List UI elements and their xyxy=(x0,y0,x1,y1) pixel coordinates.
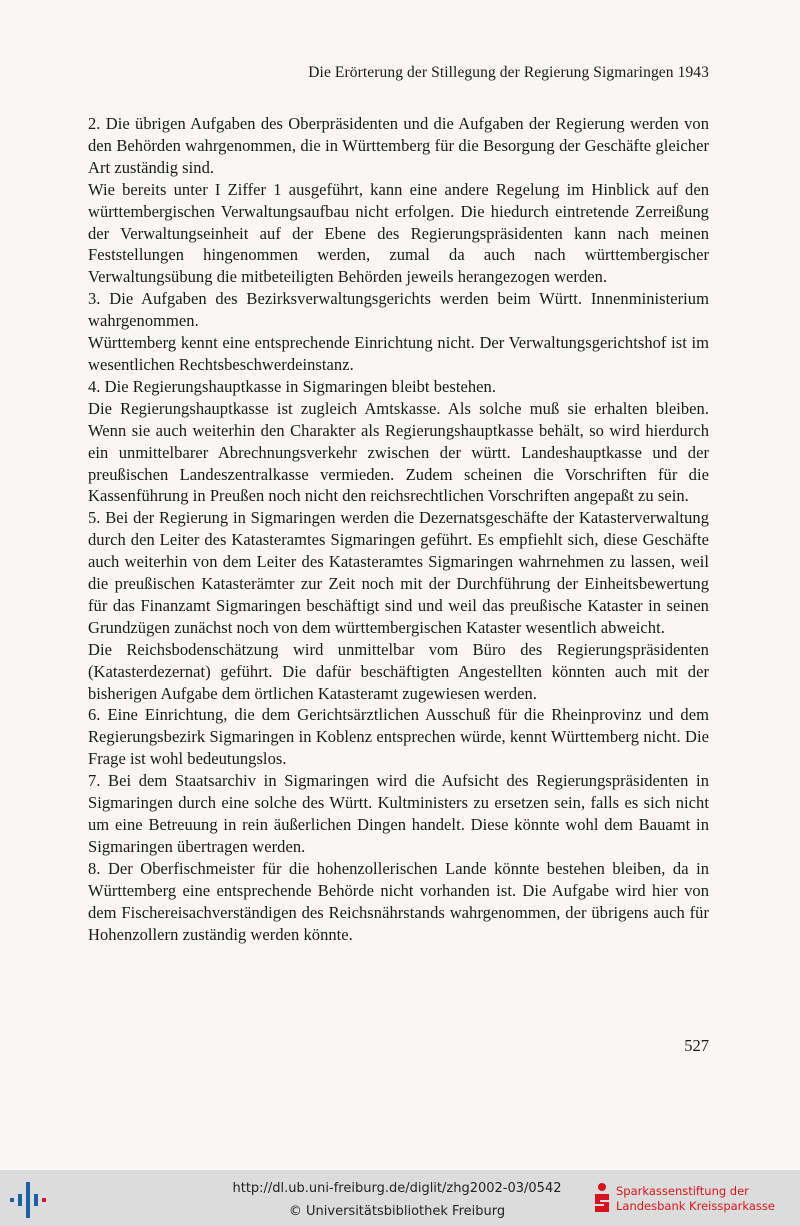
paragraph: Die Reichsbodenschätzung wird unmittelbar vom Büro des Regierungspräsidenten (Katasterdezernat) geführt. Die dafür beschäftigten Angestellten könnten auch mit der bisherigen Aufgabe dem örtlichen Katasteramt zugewiesen werden. xyxy=(88,639,709,703)
paragraph: 6. Eine Einrichtung, die dem Gerichtsärztlichen Ausschuß für die Rheinprovinz und dem Regierungsbezirk Sigmaringen in Koblenz entsprechen würde, kennt Württemberg nicht. Die Frage ist wohl bedeutungslos. xyxy=(88,705,709,769)
paragraph: Wie bereits unter I Ziffer 1 ausgeführt, kann eine andere Regelung im Hinblick auf den württembergischen Verwaltungsaufbau nicht erfolgen. Die hiedurch eintretende Zerreißung der Verwaltungseinheit auf der Ebene des Regierungspräsidenten kann nach meinen Feststellungen hingenommen werden, zumal da auch nach württembergischer Verwaltungsübung die mitbeteiligten Behörden jeweils herangezogen werden. xyxy=(88,179,709,287)
sponsor-block[interactable] xyxy=(592,1178,797,1220)
page-number: 527 xyxy=(684,1036,709,1055)
sponsor-name xyxy=(616,1184,775,1214)
sponsor-line-2: Landesbank Kreissparkasse xyxy=(616,1199,775,1213)
paragraph: 8. Der Oberfischmeister für die hohenzollerischen Lande könnte bestehen bleiben, da in Württemberg eine entsprechende Behörde nicht vorhanden ist. Die Aufgabe wird hier von dem Fischereisachverständigen des Reichsnährstands wahrgenommen, der übrigens auch für Hohenzollern zuständig werden könnte. xyxy=(88,858,709,944)
footer-bar xyxy=(0,1170,800,1226)
body-text xyxy=(88,113,709,945)
paragraph: 4. Die Regierungshauptkasse in Sigmaringen bleibt bestehen. xyxy=(88,376,497,396)
paragraph: Die Regierungshauptkasse ist zugleich Amtskasse. Als solche muß sie erhalten bleiben. Wenn sie auch weiterhin den Charakter als Regierungshauptkasse behält, so wird hierdurch ein unmittelbarer Abrechnungsverkehr zwischen der württ. Landeshauptkasse und der preußischen Landeszentralkasse vermieden. Zudem scheinen die Vorschriften für die Kassenführung in Preußen noch nicht den reichsrechtlichen Vorschriften angepaßt zu sein. xyxy=(88,398,709,506)
running-head: Die Erörterung der Stillegung der Regierung Sigmaringen 1943 xyxy=(308,64,709,81)
paragraph: Württemberg kennt eine entsprechende Einrichtung nicht. Der Verwaltungsgerichtshof ist im wesentlichen Rechtsbeschwerdeinstanz. xyxy=(88,333,709,374)
paragraph: 3. Die Aufgaben des Bezirksverwaltungsgerichts werden beim Württ. Innenministerium wahrgenommen. xyxy=(88,289,709,331)
paragraph: 2. Die übrigen Aufgaben des Oberpräsidenten und die Aufgaben der Regierung werden von den Behörden wahrgenommen, die in Württemberg für die Besorgung der Geschäfte gleicher Art zuständig sind. xyxy=(88,114,709,177)
sponsor-line-1: Sparkassenstiftung der xyxy=(616,1184,749,1198)
paragraph: 5. Bei der Regierung in Sigmaringen werden die Dezernatsgeschäfte der Katasterverwaltung durch den Leiter des Katasteramtes Sigmaringen geführt. Es empfiehlt sich, diese Geschäfte auch weiterhin von dem Leiter des Katasteramtes Sigmaringen wahrnehmen zu lassen, weil die preußischen Katasterämter zur Zeit noch mit der Durchführung der Einheitsbewertung für das Finanzamt Sigmaringen beschäftigt sind und weil das preußische Kataster in seinen Grundzügen zunächst noch von dem württembergischen Kataster wesentlich abweicht. xyxy=(88,508,709,637)
sparkasse-logo-icon xyxy=(592,1182,612,1216)
document-url-link[interactable]: http://dl.ub.uni-freiburg.de/diglit/zhg2002-03/0542 xyxy=(232,1181,562,1196)
paragraph: 7. Bei dem Staatsarchiv in Sigmaringen wird die Aufsicht des Regierungspräsidenten in Sigmaringen durch eine solche des Württ. Kultministers zu ersetzen sein, falls es sich nicht um eine Betreuung in rein äußerlichen Dingen handelt. Diese könnte wohl dem Bauamt in Sigmaringen übertragen werden. xyxy=(88,771,709,856)
ub-freiburg-logo-icon[interactable] xyxy=(8,1180,48,1220)
copyright-text: © Universitätsbibliothek Freiburg xyxy=(288,1204,506,1219)
